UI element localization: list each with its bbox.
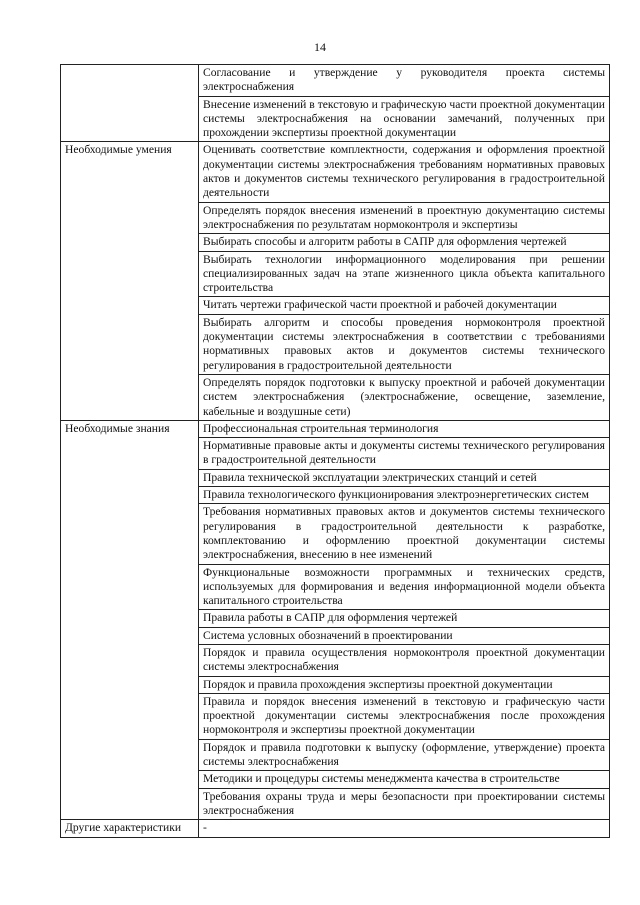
list-item: Определять порядок внесения изменений в проектную документацию системы электроснабжения по результатам нормоконтроля и экспертизы [199,202,610,234]
list-item: Профессиональная строительная терминология [199,420,610,437]
list-item: Определять порядок подготовки к выпуску проектной и рабочей документации систем электроснабжения (электроснабжение, освещение, заземление, кабельные и воздушные сети) [199,374,610,420]
list-item: Требования нормативных правовых актов и документов системы технического регулирования в градостроительной деятельности к разработке, комплектованию и оформлению проектной документации системы электроснабжения, внесению в нее изменений [199,504,610,564]
list-item: Нормативные правовые акты и документы системы технического регулирования в градостроительной деятельности [199,438,610,470]
list-item: Правила технической эксплуатации электрических станций и сетей [199,469,610,486]
list-item: Порядок и правила подготовки к выпуску (оформление, утверждение) проекта системы электроснабжения [199,739,610,771]
list-item: Правила работы в САПР для оформления чертежей [199,610,610,627]
table-row [61,65,610,97]
other-value: - [199,820,610,837]
list-item: Выбирать алгоритм и способы проведения нормоконтроля проектной документации системы электроснабжения в соответствии с требованиями нормативных правовых актов и документов системы технического регулирования в градостроительной деятельности [199,314,610,374]
list-item: Порядок и правила прохождения экспертизы проектной документации [199,676,610,693]
list-item: Выбирать способы и алгоритм работы в САПР для оформления чертежей [199,234,610,251]
list-item: Читать чертежи графической части проектной и рабочей документации [199,297,610,314]
list-item: Требования охраны труда и меры безопасности при проектировании системы электроснабжения [199,788,610,820]
list-item: Оценивать соответствие комплектности, содержания и оформления проектной документации системы электроснабжения требованиям нормативных правовых актов и документов системы технического регулирования в градостроительной деятельности [199,142,610,202]
knowledge-label: Необходимые знания [61,420,199,819]
list-item: Методики и процедуры системы менеджмента качества в строительстве [199,771,610,788]
list-item: Функциональные возможности программных и технических средств, используемых для формирования и ведения информационной модели объекта капитального строительства [199,564,610,610]
list-item: Правила и порядок внесения изменений в текстовую и графическую части проектной документации системы электроснабжения после прохождения нормоконтроля и экспертизы проектной документации [199,693,610,739]
table-row [61,420,610,437]
table-row [61,142,610,202]
page-number: 14 [314,40,326,54]
list-item: Правила технологического функционирования электроэнергетических систем [199,487,610,504]
other-label: Другие характеристики [61,820,199,837]
list-item: Выбирать технологии информационного моделирования при решении специализированных задач на этапе жизненного цикла объекта капитального строительства [199,251,610,297]
list-item: Согласование и утверждение у руководителя проекта системы электроснабжения [199,65,610,97]
list-item: Внесение изменений в текстовую и графическую части проектной документации системы электроснабжения на основании замечаний, полученных при прохождении экспертизы проектной документации [199,96,610,142]
skills-label: Необходимые умения [61,142,199,420]
table-row [61,820,610,837]
requirements-table [60,64,610,838]
list-item: Порядок и правила осуществления нормоконтроля проектной документации системы электроснабжения [199,644,610,676]
label-cell-empty [61,65,199,142]
list-item: Система условных обозначений в проектировании [199,627,610,644]
